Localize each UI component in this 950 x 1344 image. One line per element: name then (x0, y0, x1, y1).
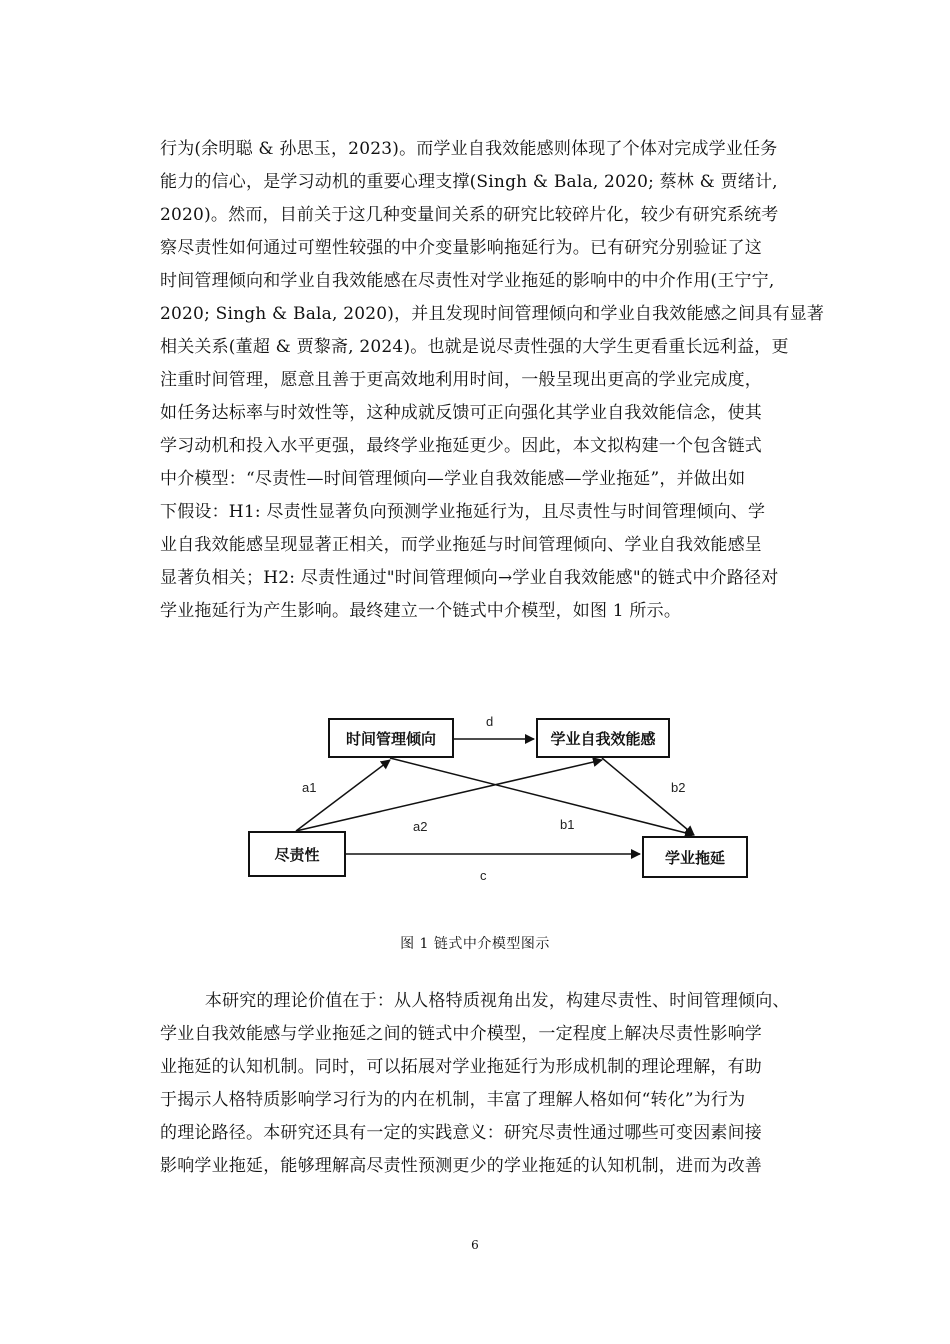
path-label-c: c (480, 868, 487, 883)
text-line: 业自我效能感呈现显著正相关，而学业拖延与时间管理倾向、学业自我效能感呈 (160, 535, 762, 555)
text-line: 中介模型：“尽责性—时间管理倾向—学业自我效能感—学业拖延”，并做出如 (160, 469, 746, 489)
node-time-management: 时间管理倾向 (328, 718, 454, 758)
text-line: 如任务达标率与时效性等，这种成就反馈可正向强化其学业自我效能信念，使其 (160, 403, 762, 423)
text-line: 下假设：H1: 尽责性显著负向预测学业拖延行为，且尽责性与时间管理倾向、学 (160, 502, 766, 522)
node-academic-self-efficacy: 学业自我效能感 (536, 718, 670, 758)
path-label-a2: a2 (413, 819, 428, 834)
text-line: 于揭示人格特质影响学习行为的内在机制，丰富了理解人格如何“转化”为行为 (160, 1090, 746, 1110)
text-line: 行为(余明聪 & 孙思玉，2023)。而学业自我效能感则体现了个体对完成学业任务 (160, 139, 778, 159)
text-line: 察尽责性如何通过可塑性较强的中介变量影响拖延行为。已有研究分别验证了这 (160, 238, 762, 258)
body-paragraph-2 (160, 985, 840, 1183)
figure-caption: 图 1 链式中介模型图示 (400, 936, 550, 952)
path-label-a1: a1 (302, 780, 317, 795)
text-line: 学业自我效能感与学业拖延之间的链式中介模型，一定程度上解决尽责性影响学 (160, 1024, 762, 1044)
text-line: 2020)。然而，目前关于这几种变量间关系的研究比较碎片化，较少有研究系统考 (160, 205, 779, 225)
path-label-b1: b1 (560, 817, 575, 832)
page-number: 6 (471, 1238, 479, 1252)
text-line: 注重时间管理，愿意且善于更高效地利用时间，一般呈现出更高的学业完成度， (160, 370, 762, 390)
text-line: 相关关系(董超 & 贾黎斋, 2024)。也就是说尽责性强的大学生更看重长远利益，更 (160, 337, 789, 357)
text-line: 能力的信心，是学习动机的重要心理支撑(Singh & Bala, 2020; 蔡林 & 贾绪计, (160, 172, 778, 192)
path-label-d: d (486, 714, 494, 729)
text-line: 显著负相关；H2: 尽责性通过"时间管理倾向→学业自我效能感"的链式中介路径对 (160, 568, 779, 588)
text-line: 的理论路径。本研究还具有一定的实践意义：研究尽责性通过哪些可变因素间接 (160, 1123, 762, 1143)
node-academic-procrastination: 学业拖延 (642, 836, 748, 878)
text-line: 学业拖延行为产生影响。最终建立一个链式中介模型，如图 1 所示。 (160, 601, 682, 621)
chain-mediation-diagram (240, 708, 760, 898)
text-line: 时间管理倾向和学业自我效能感在尽责性对学业拖延的影响中的中介作用(王宁宁, (160, 271, 775, 291)
text-line: 影响学业拖延，能够理解高尽责性预测更少的学业拖延的认知机制，进而为改善 (160, 1156, 762, 1176)
text-line: 2020; Singh & Bala, 2020)，并且发现时间管理倾向和学业自我效能感之间具有显著 (160, 304, 825, 324)
text-line: 本研究的理论价值在于：从人格特质视角出发，构建尽责性、时间管理倾向、 (160, 991, 790, 1011)
text-line: 学习动机和投入水平更强，最终学业拖延更少。因此，本文拟构建一个包含链式 (160, 436, 762, 456)
node-conscientiousness: 尽责性 (248, 831, 346, 877)
body-paragraph-1 (160, 133, 840, 628)
text-line: 业拖延的认知机制。同时，可以拓展对学业拖延行为形成机制的理论理解，有助 (160, 1057, 762, 1077)
path-label-b2: b2 (671, 780, 686, 795)
